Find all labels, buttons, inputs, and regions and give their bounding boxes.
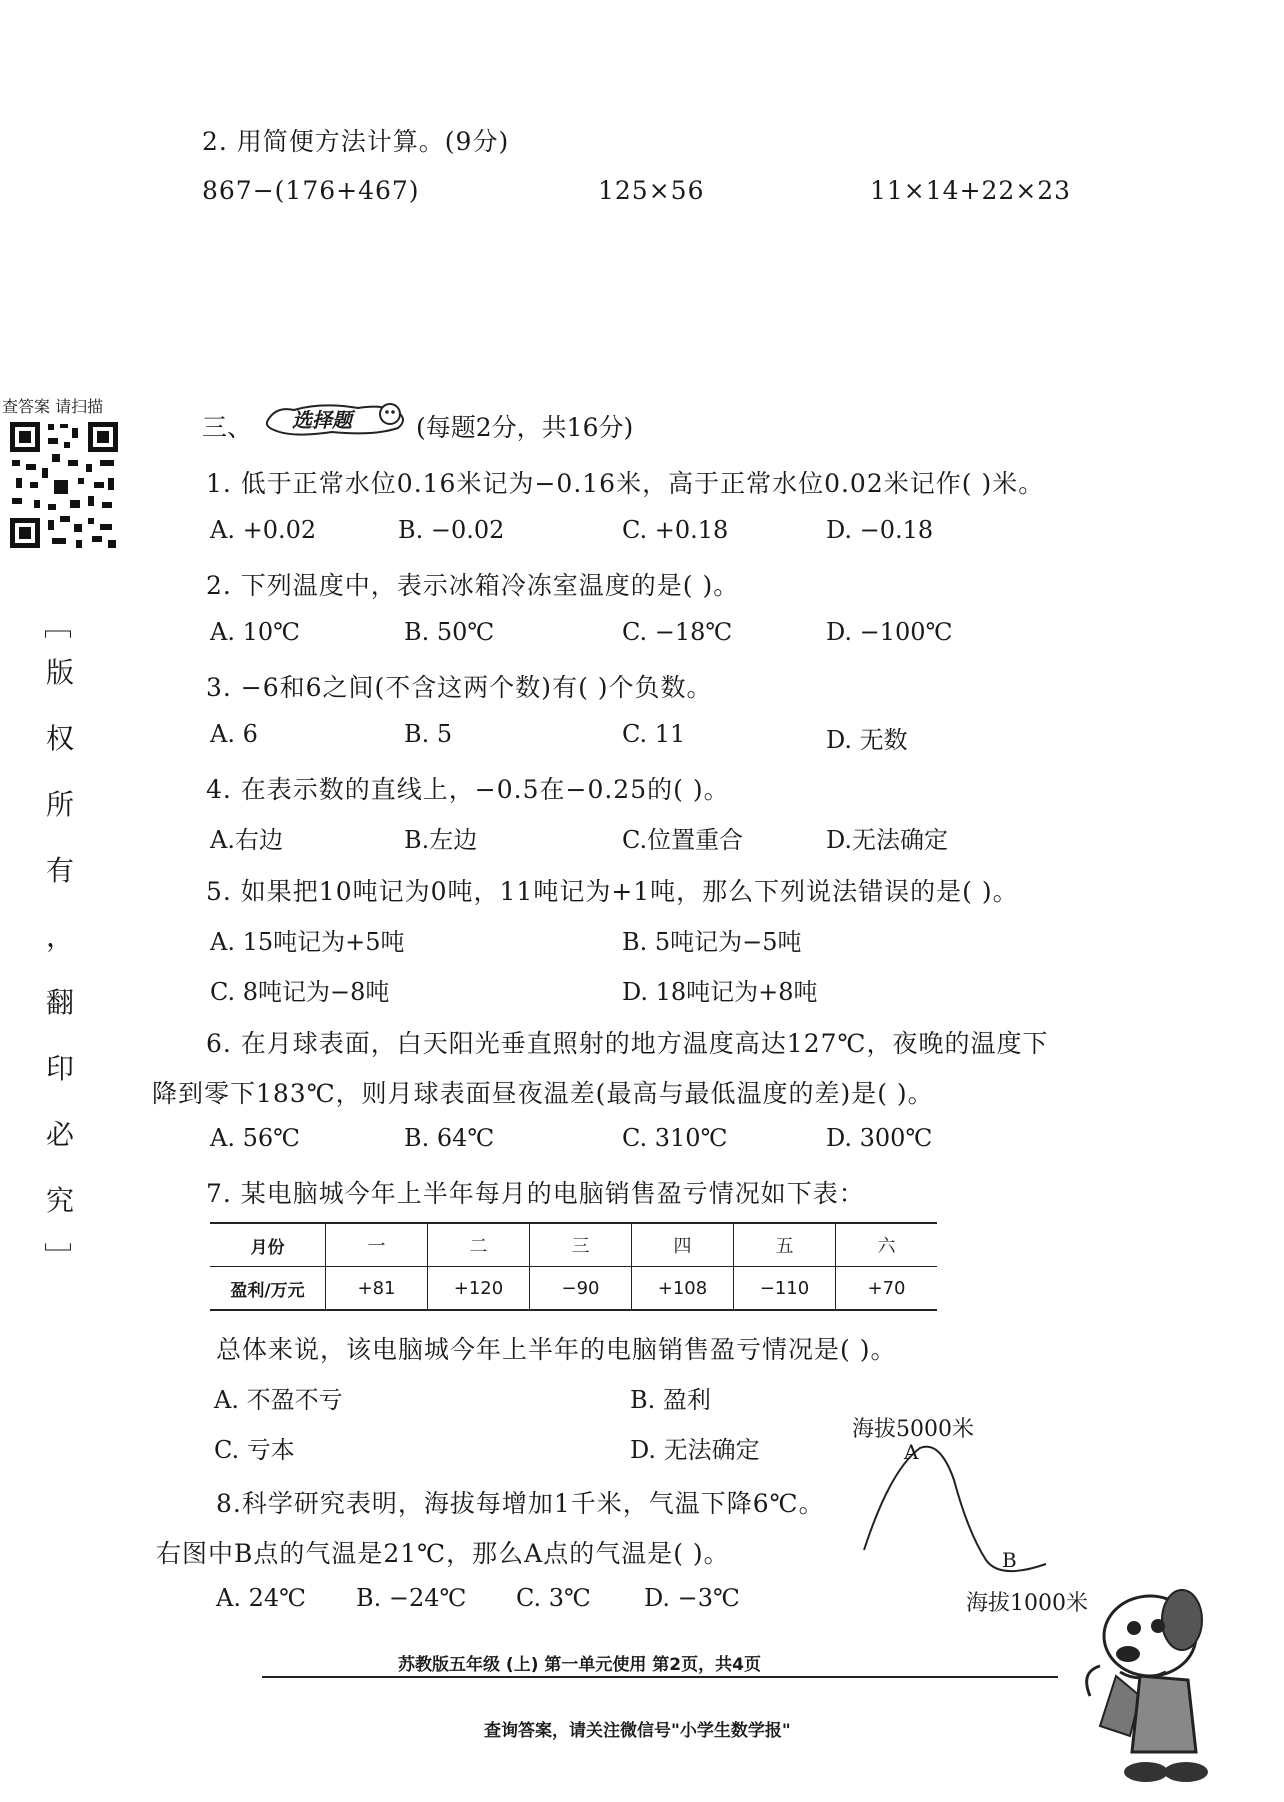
q3-option-c[interactable]: C. 11 [622,720,686,748]
section2-expr-2: 125×56 [598,176,705,205]
copyright-char: 版 [45,656,74,689]
q6-stem-line2: 降到零下183℃，则月球表面昼夜温差(最高与最低温度的差)是( )。 [152,1079,934,1108]
q7-option-a[interactable]: A. 不盈不亏 [214,1386,343,1414]
footer-info: 苏教版五年级 (上) 第一单元使用 第2页，共4页 [398,1655,761,1675]
q2-stem: 2. 下列温度中，表示冰箱冷冻室温度的是( )。 [206,571,740,600]
q6-stem-line1: 6. 在月球表面，白天阳光垂直照射的地方温度高达127℃，夜晚的温度下 [206,1029,1049,1058]
q4-stem: 4. 在表示数的直线上，−0.5在−0.25的( )。 [206,775,730,804]
q4-option-b[interactable]: B.左边 [404,826,478,854]
bracket-bottom: ﹈ [44,1241,73,1274]
mountain-top-label: 海拔5000米 [852,1417,974,1442]
table-cell: 六 [836,1223,938,1267]
section2-expr-1: 867−(176+467) [202,176,420,205]
table-cell: −90 [530,1267,632,1311]
q4-option-c[interactable]: C.位置重合 [622,826,744,854]
q5-option-d[interactable]: D. 18吨记为+8吨 [622,978,818,1006]
section2-expr-3: 11×14+22×23 [870,176,1072,205]
copyright-char: 印 [45,1052,74,1085]
q1-option-d[interactable]: D. −0.18 [826,516,934,544]
table-cell: 三 [530,1223,632,1267]
q2-option-a[interactable]: A. 10℃ [210,618,300,646]
q6-option-a[interactable]: A. 56℃ [210,1124,300,1152]
q8-option-c[interactable]: C. 3℃ [516,1584,591,1612]
q7-option-b[interactable]: B. 盈利 [630,1386,711,1414]
table-cell: +108 [632,1267,734,1311]
q7-option-d[interactable]: D. 无法确定 [630,1436,760,1464]
section2-title: 2. 用简便方法计算。(9分) [202,127,510,156]
q3-option-d[interactable]: D. 无数 [826,726,908,754]
q3-option-b[interactable]: B. 5 [404,720,453,748]
table-header-cell: 月份 [210,1223,326,1267]
q8-option-d[interactable]: D. −3℃ [644,1584,740,1612]
point-a-label: A [904,1440,919,1464]
q6-option-b[interactable]: B. 64℃ [404,1124,495,1152]
qr-code-icon[interactable] [8,420,120,550]
table-cell: +70 [836,1267,938,1311]
q2-option-c[interactable]: C. −18℃ [622,618,733,646]
q8-option-b[interactable]: B. −24℃ [356,1584,467,1612]
q7-option-c[interactable]: C. 亏本 [214,1436,295,1464]
copyright-char: ， [45,920,74,953]
q1-option-a[interactable]: A. +0.02 [210,516,317,544]
q8-stem-line2: 右图中B点的气温是21℃，那么A点的气温是( )。 [156,1539,730,1568]
table-row-months [210,1223,937,1267]
bracket-top: ﹇ [44,609,73,642]
table-cell: +81 [326,1267,428,1311]
footer-wechat: 查询答案，请关注微信号"小学生数学报" [484,1721,791,1741]
section3-note: (每题2分，共16分) [416,413,634,442]
section3-prefix: 三、 [202,413,253,442]
q4-option-a[interactable]: A.右边 [210,826,283,854]
dog-mascot-icon [1070,1576,1220,1786]
copyright-char: 必 [45,1118,74,1151]
q2-option-b[interactable]: B. 50℃ [404,618,495,646]
q5-stem: 5. 如果把10吨记为0吨，11吨记为+1吨，那么下列说法错误的是( )。 [206,877,1019,906]
copyright-char: 翻 [45,986,74,1019]
table-cell: −110 [734,1267,836,1311]
q5-option-b[interactable]: B. 5吨记为−5吨 [622,928,802,956]
table-cell: +120 [428,1267,530,1311]
q3-option-a[interactable]: A. 6 [210,720,258,748]
q7-stem: 7. 某电脑城今年上半年每月的电脑销售盈亏情况如下表： [206,1179,865,1208]
table-row-profits [210,1267,937,1311]
q1-option-c[interactable]: C. +0.18 [622,516,729,544]
sales-table [210,1222,937,1311]
copyright-char: 究 [45,1184,74,1217]
copyright-vertical [40,640,80,1234]
q5-option-c[interactable]: C. 8吨记为−8吨 [210,978,390,1006]
table-cell: 四 [632,1223,734,1267]
point-b-label: B [1002,1548,1017,1572]
section3-badge-text: 选择题 [292,408,352,432]
mountain-bottom-label: 海拔1000米 [966,1591,1088,1616]
copyright-char: 有 [45,854,74,887]
table-cell: 二 [428,1223,530,1267]
q5-option-a[interactable]: A. 15吨记为+5吨 [210,928,405,956]
q1-option-b[interactable]: B. −0.02 [398,516,505,544]
q3-stem: 3. −6和6之间(不含这两个数)有( )个负数。 [206,673,713,702]
footer-divider [262,1676,1058,1678]
table-cell: 一 [326,1223,428,1267]
q4-option-d[interactable]: D.无法确定 [826,826,949,854]
table-header-cell: 盈利/万元 [230,1280,305,1301]
q8-option-a[interactable]: A. 24℃ [216,1584,306,1612]
q6-option-d[interactable]: D. 300℃ [826,1124,933,1152]
copyright-char: 权 [45,722,74,755]
q2-option-d[interactable]: D. −100℃ [826,618,953,646]
q6-option-c[interactable]: C. 310℃ [622,1124,728,1152]
copyright-char: 所 [45,788,74,821]
q1-stem: 1. 低于正常水位0.16米记为−0.16米，高于正常水位0.02米记作( )米。 [206,469,1045,498]
scan-text: 查答案 请扫描 [2,397,104,416]
q8-stem-line1: 8.科学研究表明，海拔每增加1千米，气温下降6℃。 [216,1489,825,1518]
table-cell: 五 [734,1223,836,1267]
q7-follow: 总体来说，该电脑城今年上半年的电脑销售盈亏情况是( )。 [216,1335,897,1364]
